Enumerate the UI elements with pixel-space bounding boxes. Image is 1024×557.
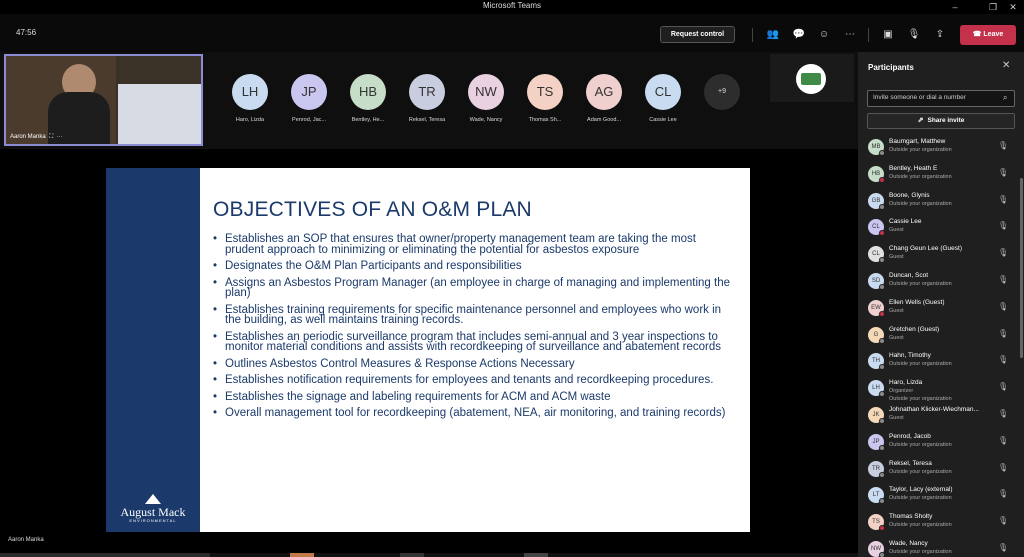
participant-name: Wade, Nancy: [889, 539, 928, 547]
reactions-icon[interactable]: ☺: [818, 29, 830, 40]
avatar: NW: [868, 541, 884, 557]
avatar: HB: [350, 74, 386, 110]
presence-status-icon: [879, 230, 885, 236]
mic-muted-icon[interactable]: 🎙: [998, 516, 1009, 526]
presence-status-icon: [879, 338, 885, 344]
slide-bullet: • Designates the O&M Plan Participants and responsibilities: [213, 261, 738, 272]
stage-bottom-bar: [0, 553, 858, 557]
window-title: Microsoft Teams: [482, 1, 542, 10]
mic-off-icon[interactable]: 🎙: [907, 29, 921, 40]
mic-muted-icon[interactable]: 🎙: [998, 301, 1009, 311]
minimize-icon[interactable]: –: [952, 2, 958, 12]
leave-button[interactable]: ☎ Leave: [960, 25, 1016, 45]
participant-role: Outside your organization: [889, 468, 952, 475]
slide-bullet: • Outlines Asbestos Control Measures & Response Actions Necessary: [213, 359, 738, 370]
strip-participant-name: Wade, Nancy: [469, 117, 503, 123]
presence-status-icon: [879, 391, 885, 397]
avatar: EW: [868, 300, 884, 316]
mic-muted-icon[interactable]: 🎙: [998, 542, 1009, 552]
mic-muted-icon[interactable]: 🎙: [998, 489, 1009, 499]
participants-icon[interactable]: 👥: [766, 29, 780, 40]
slide-bullet-list: [213, 234, 738, 425]
camera-off-icon[interactable]: ▣: [883, 29, 893, 40]
strip-participant[interactable]: [459, 74, 513, 123]
avatar: GB: [868, 193, 884, 209]
avatar: NW: [468, 74, 504, 110]
avatar: CL: [868, 219, 884, 235]
avatar: JP: [291, 74, 327, 110]
presence-status-icon: [879, 177, 885, 183]
slide-sidebar: [106, 168, 200, 532]
august-mack-logo: [112, 494, 194, 523]
mic-muted-icon[interactable]: 🎙: [998, 382, 1009, 392]
mic-muted-icon[interactable]: 🎙: [998, 167, 1009, 177]
avatar: JK: [868, 407, 884, 423]
slide-bullet: • Establishes an SOP that ensures that owner/property management team are taking the most prudent approach to minimizing or eliminating the potential for asbestos exposure: [213, 234, 738, 255]
presence-status-icon: [879, 498, 885, 504]
slide-bullet: • Establishes an periodic surveillance program that includes semi-annual and 3 year inspections to monitor material conditions and assists with recordkeeping of surveillance and abatement records: [213, 332, 738, 353]
participant-name: Ellen Wells (Guest): [889, 298, 945, 306]
avatar: TS: [527, 74, 563, 110]
video-projector-screen: [118, 84, 203, 146]
participants-panel: [858, 52, 1024, 557]
participant-name: Bentley, Heath E: [889, 164, 938, 172]
slide-bullet: • Establishes the signage and labeling requirements for ACM and ACM waste: [213, 392, 738, 403]
share-icon: ⇗: [917, 117, 924, 124]
share-invite-label: Share invite: [927, 117, 965, 124]
presence-status-icon: [879, 364, 885, 370]
avatar: CL: [645, 74, 681, 110]
strip-participant-name: Thomas Sh...: [528, 117, 562, 123]
participant-row[interactable]: [858, 268, 1020, 295]
participant-name: Baumgart, Matthew: [889, 138, 946, 145]
avatar: LH: [868, 380, 884, 396]
bottom-bar-segment: [0, 553, 210, 557]
participant-name: Thomas Sholty: [889, 513, 933, 521]
mic-muted-icon[interactable]: 🎙: [998, 355, 1009, 365]
presence-status-icon: [879, 525, 885, 531]
room-logo-tile: [770, 54, 854, 102]
presence-status-icon: [879, 445, 885, 451]
presence-status-icon: [879, 204, 885, 210]
participant-name: Boone, Glynis: [889, 191, 930, 199]
video-presenter-name: Aaron Manka ⛶ ⋯: [10, 134, 63, 140]
strip-participant-name: Penrod, Jac...: [292, 117, 326, 123]
participant-name: Gretchen (Guest): [889, 325, 940, 333]
avatar: TS: [868, 514, 884, 530]
close-panel-icon[interactable]: ✕: [1002, 60, 1011, 71]
participant-role: Guest: [889, 227, 904, 234]
participant-row[interactable]: [858, 482, 1020, 509]
panel-title: Participants: [868, 63, 914, 72]
participant-role: Outside your organization: [889, 361, 952, 368]
participant-row[interactable]: [858, 134, 1020, 161]
participant-row[interactable]: [858, 509, 1020, 536]
participant-row[interactable]: [858, 322, 1020, 349]
meeting-toolbar: [0, 14, 1024, 52]
strip-participant-name: Cassie Lee: [649, 117, 677, 123]
strip-participant[interactable]: [577, 74, 631, 123]
more-participants-badge[interactable]: +9: [704, 74, 740, 110]
invite-input[interactable]: [873, 94, 997, 101]
participant-row[interactable]: [858, 188, 1020, 215]
participant-role: Organizer: [889, 388, 914, 395]
participant-row[interactable]: [858, 214, 1020, 241]
share-invite-button[interactable]: [867, 113, 1015, 129]
participant-row[interactable]: [858, 536, 1020, 557]
participant-name: Penrod, Jacob: [889, 432, 931, 440]
participant-role: Guest: [889, 334, 904, 341]
strip-participant[interactable]: [636, 74, 690, 123]
strip-participant-name: Reksel, Teresa: [408, 117, 446, 123]
participant-name: Chang Geun Lee (Guest): [889, 245, 962, 253]
presence-status-icon: [879, 418, 885, 424]
brand-name: August Mack: [120, 505, 186, 519]
participant-role: Outside your organization: [889, 441, 952, 448]
strip-participant[interactable]: [341, 74, 395, 123]
slide-title: OBJECTIVES OF AN O&M PLAN: [213, 198, 532, 221]
participant-role: Outside your organization: [889, 200, 952, 207]
participant-role-secondary: Outside your organization: [889, 396, 952, 403]
strip-participant[interactable]: [518, 74, 572, 123]
room-logo-icon: [796, 64, 826, 94]
strip-participant-name: Haro, Lizda: [235, 117, 265, 123]
avatar: SD: [868, 273, 884, 289]
meeting-timer: 47:56: [16, 28, 37, 37]
strip-participant[interactable]: [282, 74, 336, 123]
mic-muted-icon[interactable]: 🎙: [998, 274, 1009, 284]
bottom-bar-segment: [524, 553, 548, 557]
participant-role: Outside your organization: [889, 173, 952, 180]
leave-label: Leave: [983, 31, 1004, 38]
bottom-bar-segment: [290, 553, 314, 557]
mic-muted-icon[interactable]: 🎙: [998, 408, 1009, 418]
participant-row[interactable]: [858, 456, 1020, 483]
participant-role: Outside your organization: [889, 495, 952, 502]
participant-role: Outside your organization: [889, 147, 952, 153]
invite-search-box[interactable]: [867, 90, 1015, 107]
participant-row[interactable]: [858, 161, 1020, 188]
participant-role: Outside your organization: [889, 280, 952, 287]
share-screen-icon[interactable]: ⇪: [935, 29, 945, 40]
participant-name: Reksel, Teresa: [889, 459, 932, 467]
avatar: TR: [868, 461, 884, 477]
slide-bullet: • Establishes notification requirements for employees and tenants and recordkeeping procedures.: [213, 375, 738, 386]
presence-status-icon: [879, 284, 885, 290]
mic-muted-icon[interactable]: 🎙: [998, 141, 1009, 150]
more-actions-icon[interactable]: ⋯: [845, 29, 855, 40]
mic-muted-icon[interactable]: 🎙: [998, 435, 1009, 445]
mic-muted-icon[interactable]: 🎙: [998, 248, 1009, 258]
mic-muted-icon[interactable]: 🎙: [998, 194, 1009, 204]
bottom-bar-segment: [400, 553, 424, 557]
participant-role: Guest: [889, 254, 904, 261]
mic-muted-icon[interactable]: 🎙: [998, 462, 1009, 472]
presence-status-icon: [879, 552, 885, 557]
presenter-video-tile[interactable]: [4, 54, 203, 146]
participant-strip: [0, 52, 858, 149]
participant-name: Johnathan Klicker-Wiechman...: [889, 405, 979, 413]
participant-row[interactable]: [858, 295, 1020, 322]
slide-bullet: • Assigns an Asbestos Program Manager (an employee in charge of managing and implementing the plan): [213, 278, 738, 299]
participant-role: Guest: [889, 307, 904, 314]
avatar: MB: [868, 139, 884, 155]
participant-role: Outside your organization: [889, 548, 952, 555]
search-icon[interactable]: ⌕: [1003, 93, 1008, 102]
avatar: TR: [409, 74, 445, 110]
avatar: AG: [586, 74, 622, 110]
stage-presenter-name: Aaron Manka: [8, 537, 44, 543]
participant-role: Guest: [889, 414, 904, 421]
mic-muted-icon[interactable]: 🎙: [998, 221, 1009, 231]
request-control-button[interactable]: Request control: [660, 26, 735, 43]
mic-muted-icon[interactable]: 🎙: [998, 328, 1009, 338]
strip-participant-name: Adam Good...: [587, 117, 621, 123]
participant-name: Haro, Lizda: [889, 379, 923, 387]
participant-name: Hahn, Timothy: [889, 352, 931, 360]
avatar: TH: [868, 353, 884, 369]
participant-role: Outside your organization: [889, 522, 952, 529]
chat-icon[interactable]: 💬: [792, 29, 806, 40]
toolbar-divider: [752, 28, 753, 42]
avatar: LT: [868, 487, 884, 503]
participant-row[interactable]: [858, 402, 1020, 429]
close-window-icon[interactable]: ✕: [1009, 2, 1017, 12]
avatar: LH: [232, 74, 268, 110]
brand-subtitle: ENVIRONMENTAL: [129, 518, 177, 523]
participant-row[interactable]: [858, 241, 1020, 268]
brand-mark-icon: [145, 494, 161, 504]
participant-name: Taylor, Lacy (external): [889, 486, 953, 494]
slide-bullet: • Establishes training requirements for specific maintenance personnel and employees who work in the building, as well maintains training records.: [213, 305, 738, 326]
participant-list: [858, 134, 1020, 557]
presentation-slide: [106, 168, 750, 532]
slide-bullet: • Overall management tool for recordkeeping (abatement, NEA, air monitoring, and training records): [213, 408, 738, 419]
presence-status-icon: [879, 311, 885, 317]
participant-name: Duncan, Scot: [889, 271, 929, 279]
panel-scrollbar[interactable]: [1020, 178, 1023, 358]
avatar: HB: [868, 166, 884, 182]
window-titlebar: [0, 0, 1024, 14]
avatar: G: [868, 327, 884, 343]
toolbar-divider: [868, 28, 869, 42]
strip-participant-name: Bentley, He...: [351, 117, 385, 123]
participant-row[interactable]: [858, 429, 1020, 456]
avatar: JP: [868, 434, 884, 450]
participant-name: Cassie Lee: [889, 218, 922, 226]
shared-screen-stage: [0, 149, 858, 557]
strip-participant[interactable]: [223, 74, 277, 123]
strip-participant[interactable]: [400, 74, 454, 123]
participant-row[interactable]: [858, 348, 1020, 375]
maximize-icon[interactable]: ❐: [988, 2, 998, 12]
avatar: CL: [868, 246, 884, 262]
presence-status-icon: [879, 257, 885, 263]
presence-status-icon: [879, 150, 885, 156]
presence-status-icon: [879, 472, 885, 478]
participant-row[interactable]: [858, 375, 1020, 402]
